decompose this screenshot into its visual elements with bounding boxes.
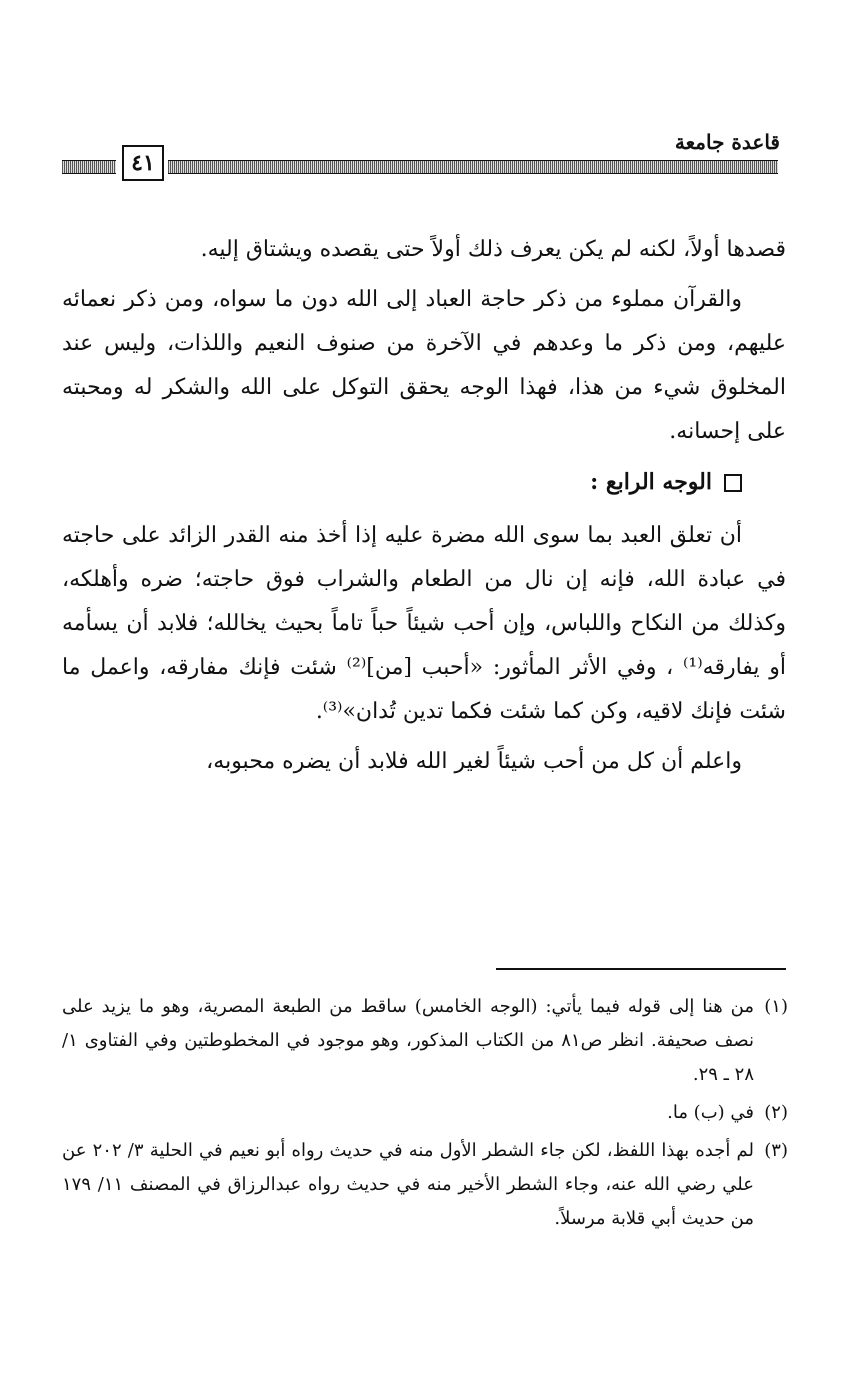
footnote-marker: (٢) [764, 1102, 788, 1123]
paragraph-know: واعلم أن كل من أحب شيئاً لغير الله فلابد أن يضره محبوبه، [206, 749, 742, 774]
main-text [62, 228, 786, 790]
footnote-marker: (١) [764, 996, 788, 1017]
header-rule-right-bar [168, 160, 778, 174]
square-outline-icon [724, 474, 742, 492]
running-title: قاعدة جامعة [674, 130, 780, 154]
footnotes [62, 990, 788, 1240]
footnote-text: لم أجده بهذا اللفظ، لكن جاء الشطر الأول منه في حديث رواه أبو نعيم في الحلية ٣/ ٢٠٢ عن علي رضي الله عنه، وجاء الشطر الأخير منه في حديث رواه عبدالرزاق في المصنف ١١/ ١٧٩ من حديث أبي قلابة مرسلاً. [62, 1140, 754, 1229]
page-number: ٤١ [122, 145, 164, 181]
section-heading [62, 460, 786, 504]
footnote-3 [62, 1134, 788, 1236]
paragraph-continuation: قصدها أولاً، لكنه لم يكن يعرف ذلك أولاً حتى يقصده ويشتاق إليه. [200, 237, 786, 262]
footnote-text: من هنا إلى قوله فيما يأتي: (الوجه الخامس) ساقط من الطبعة المصرية، وهو ما يزيد على نصف صحيفة. انظر ص٨١ من الكتاب المذكور، وهو موجود في المخطوطتين وفي الفتاوى ١/ ٢٨ ـ ٢٩. [62, 996, 754, 1085]
header-rule-left-bar [62, 160, 116, 174]
header-rule [62, 145, 778, 187]
footnote-2 [62, 1096, 788, 1130]
paragraph-quran: والقرآن مملوء من ذكر حاجة العباد إلى الله دون ما سواه، ومن ذكر نعمائه عليهم، ومن ذكر ما وعدهم في الآخرة من صنوف النعيم واللذات، وليس عند المخلوق شيء من هذا، فهذا الوجه يحقق التوكل على الله والشكر له ومحبته على إحسانه. [62, 287, 786, 444]
section-heading-label: الوجه الرابع : [590, 469, 712, 495]
footnote-divider [496, 968, 786, 970]
footnote-marker: (٣) [764, 1140, 788, 1161]
footnote-text: في (ب) ما. [667, 1102, 754, 1123]
paragraph-fourth-aspect: أن تعلق العبد بما سوى الله مضرة عليه إذا أخذ منه القدر الزائد على حاجته في عبادة الله، فإنه إن نال من الطعام والشراب فوق حاجته؛ ضره وأهلكه، وكذلك من النكاح واللباس، وإن أحب شيئاً حباً تاماً بحيث يخالله؛ فلابد أن يسأمه أو يفارقه⁽¹⁾ ، وفي الأثر المأثور: «أحبب [من]⁽²⁾ شئت فإنك مفارقه، واعمل ما شئت فإنك لاقيه، وكن كما شئت فكما تدين تُدان»⁽³⁾. [62, 523, 787, 724]
footnote-1 [62, 990, 788, 1092]
